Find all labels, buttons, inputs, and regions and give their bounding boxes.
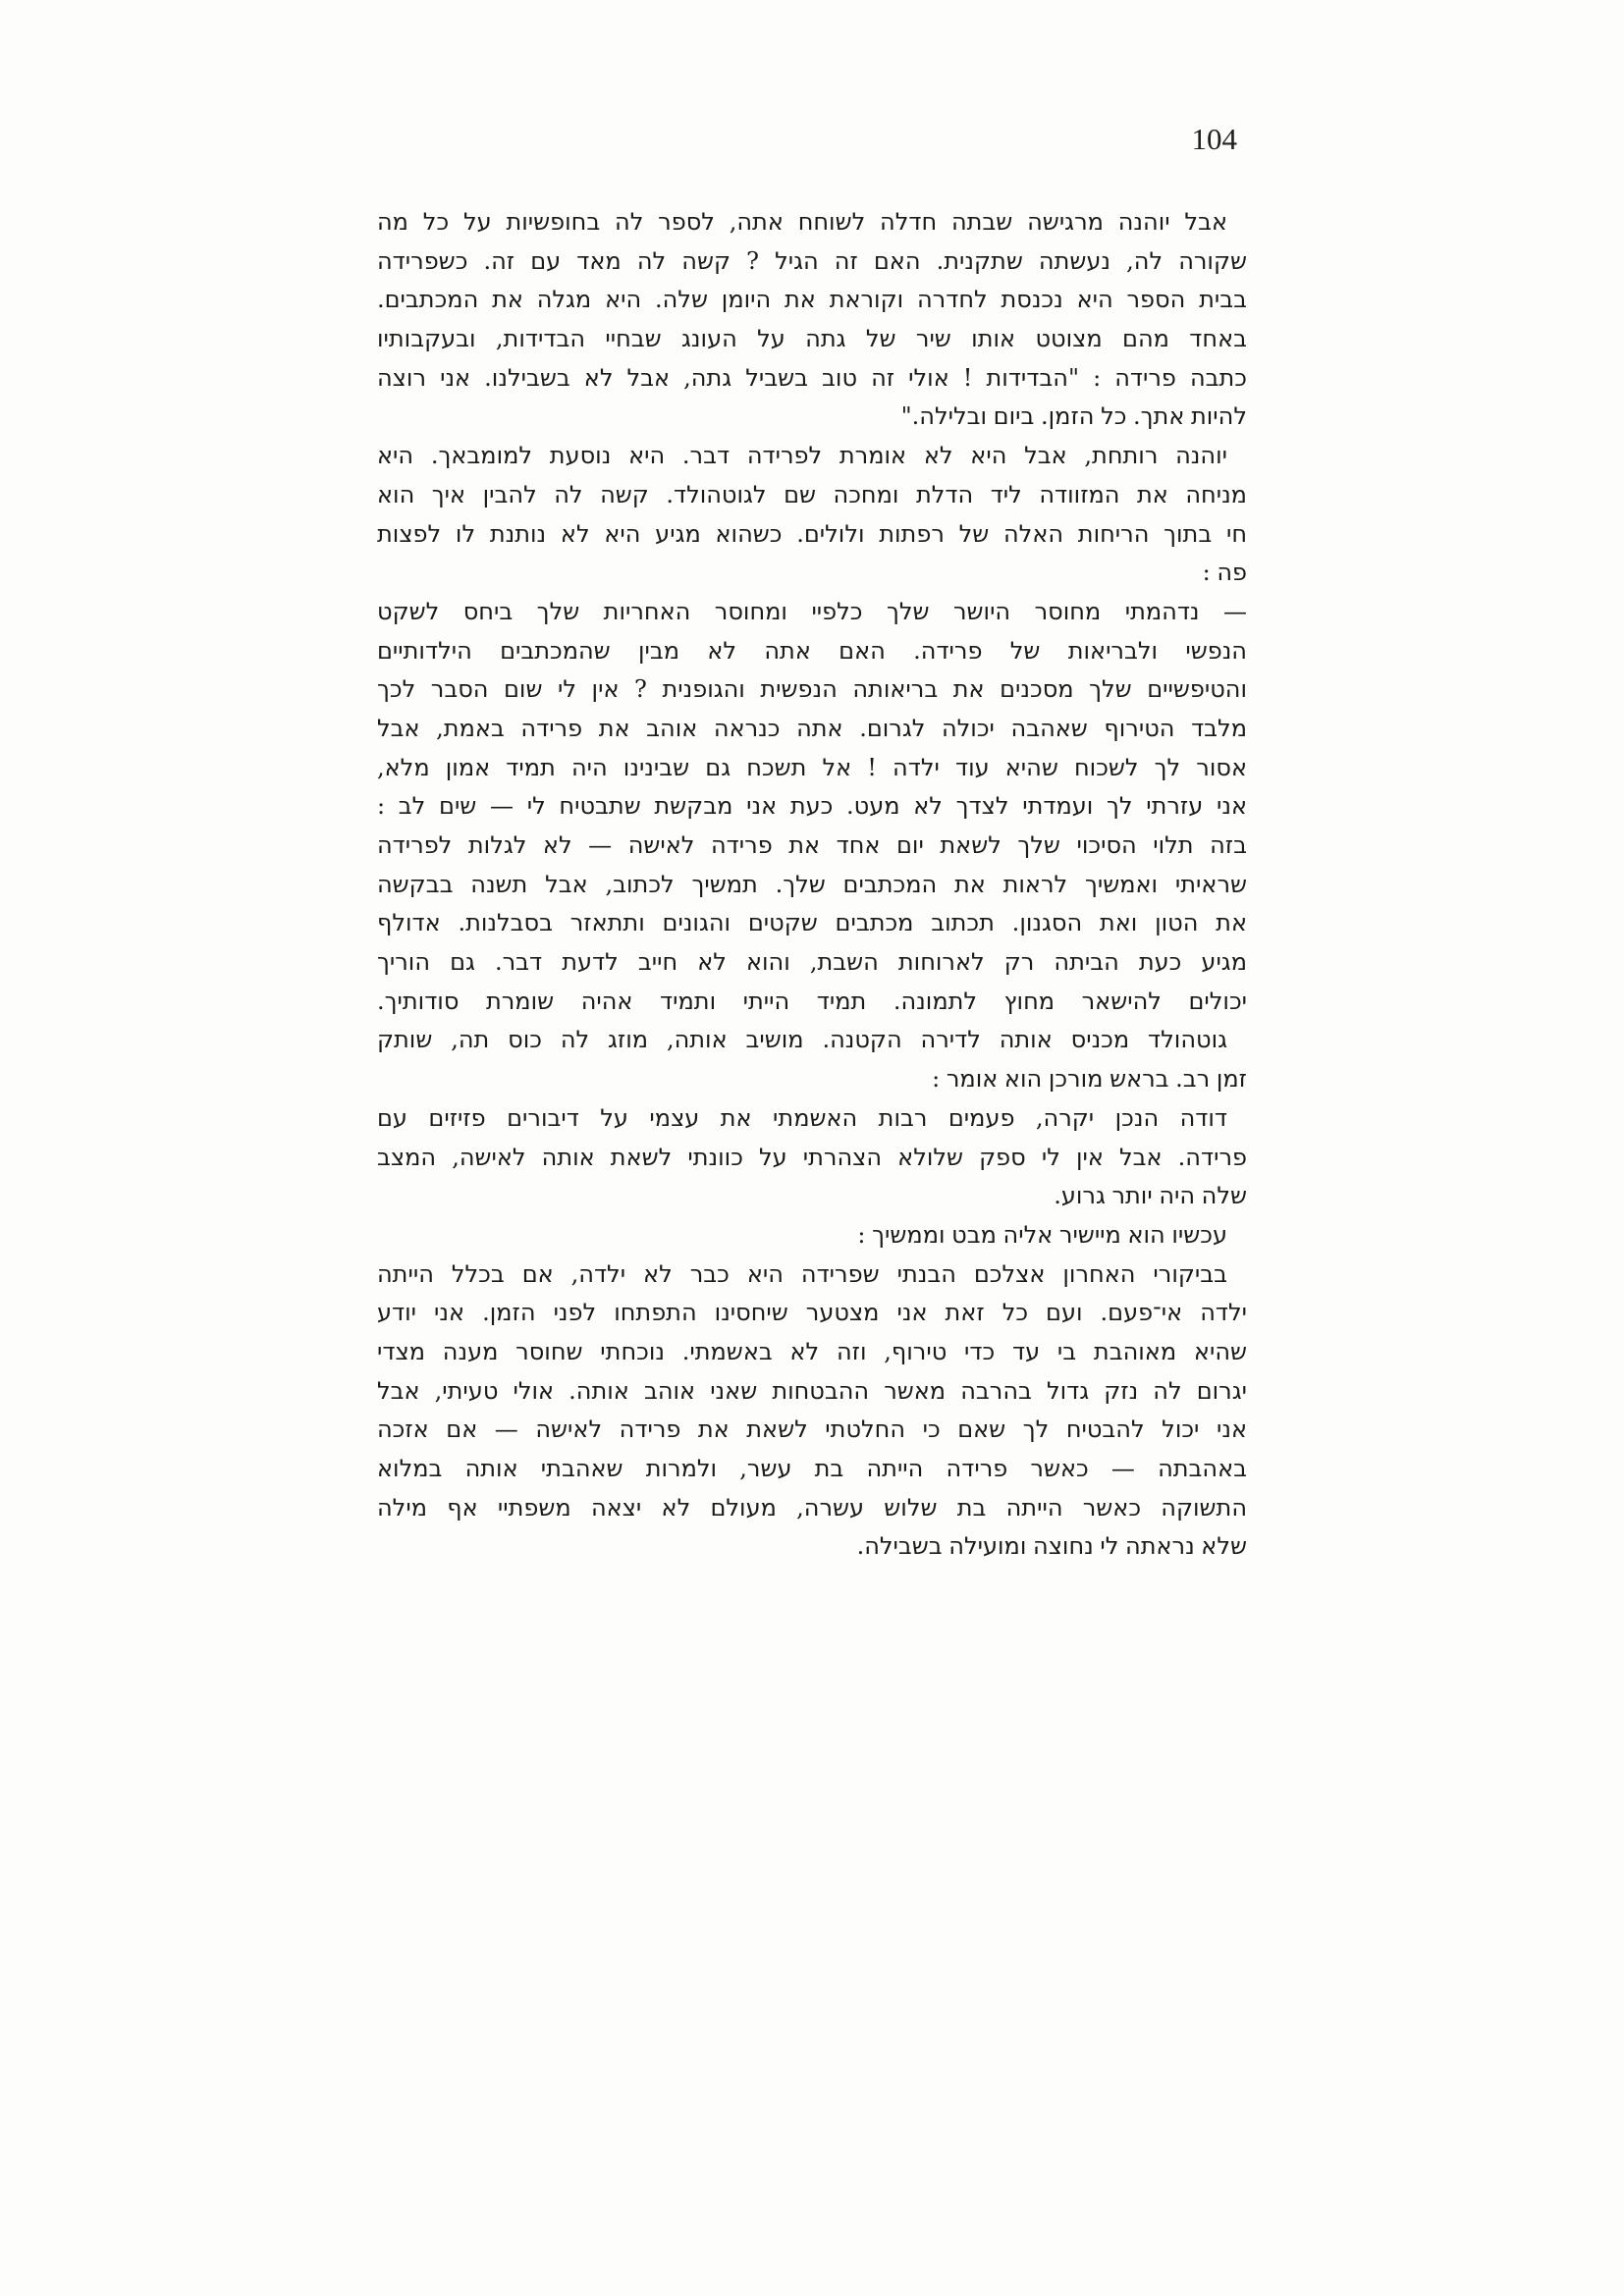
text-line: אני יכול להבטיח לך שאם כי החלטתי לשאת את פרידה לאישה — אם אזכה <box>377 1415 1247 1444</box>
text-line: והטיפשיים שלך מסכנים את בריאותה הנפשית והגופנית ? אין לי שום הסבר לכך <box>377 675 1247 704</box>
text-line: אסור לך לשכוח שהיא עוד ילדה ! אל תשכח גם שבינינו היה תמיד אמון מלא, <box>377 753 1247 781</box>
text-line: יכולים להישאר מחוץ לתמונה. תמיד הייתי ותמיד אהיה שומרת סודותיך. <box>377 987 1247 1015</box>
text-line: מלבד הטירוף שאהבה יכולה לגרום. אתה כנראה אוהב את פרידה באמת, אבל <box>377 714 1247 742</box>
text-line: פרידה. אבל אין לי ספק שלולא הצהרתי על כוונתי לשאת אותה לאישה, המצב <box>377 1143 1247 1171</box>
text-line: שלה היה יותר גרוע. <box>1054 1182 1247 1210</box>
text-line: עכשיו הוא מיישיר אליה מבט וממשיך : <box>857 1220 1227 1249</box>
text-line: ילדה אי־פעם. ועם כל זאת אני מצטער שיחסינו התפתחו לפני הזמן. אני יודע <box>377 1299 1247 1327</box>
text-line: זמן רב. בראש מורכן הוא אומר : <box>932 1065 1247 1094</box>
text-line: יוהנה רותחת, אבל היא לא אומרת לפרידה דבר. היא נוסעת למומבאך. היא <box>377 442 1227 470</box>
text-line: יגרום לה נזק גדול בהרבה מאשר ההבטחות שאני אוהב אותה. אולי טעיתי, אבל <box>377 1376 1247 1405</box>
text-line: שקורה לה, נעשתה שתקנית. האם זה הגיל ? קשה לה מאד עם זה. כשפרידה <box>377 246 1247 275</box>
text-line: להיות אתך. כל הזמן. ביום ובלילה." <box>900 402 1247 431</box>
paragraph <box>377 1255 1247 1568</box>
text-block <box>377 203 1247 1567</box>
paragraph <box>377 1099 1247 1216</box>
text-line: את הטון ואת הסגנון. תכתוב מכתבים שקטים והגונים ותתאזר בסבלנות. אדולף <box>377 909 1247 937</box>
page-number: 104 <box>1191 122 1237 156</box>
text-line: גוטהולד מכניס אותה לדירה הקטנה. מושיב אותה, מוזג לה כוס תה, שותק <box>377 1026 1228 1054</box>
text-line: בזה תלוי הסיכוי שלך לשאת יום אחד את פרידה לאישה — לא לגלות לפרידה <box>377 831 1247 859</box>
text-line: הנפשי ולבריאות של פרידה. האם אתה לא מבין שהמכתבים הילדותיים <box>377 636 1247 665</box>
text-line: מניחה את המזוודה ליד הדלת ומחכה שם לגוטהולד. קשה לה להבין איך הוא <box>377 480 1247 508</box>
text-line: דודה הנכן יקרה, פעמים רבות האשמתי את עצמי על דיבורים פזיזים עם <box>377 1103 1227 1132</box>
text-line: שלא נראתה לי נחוצה ומועילה בשבילה. <box>856 1532 1247 1561</box>
text-line: שהיא מאוהבת בי עד כדי טירוף, וזה לא באשמתי. נוכחתי שחוסר מענה מצדי <box>377 1337 1247 1365</box>
text-line: בבית הספר היא נכנסת לחדרה וקוראת את היומן שלה. היא מגלה את המכתבים. <box>377 286 1247 314</box>
text-line: בביקורי האחרון אצלכם הבנתי שפרידה היא כבר לא ילדה, אם בכלל הייתה <box>377 1259 1227 1288</box>
paragraph <box>377 1021 1247 1098</box>
text-line: באהבתה — כאשר פרידה הייתה בת עשר, ולמרות שאהבתי אותה במלוא <box>377 1455 1247 1482</box>
text-line: התשוקה כאשר הייתה בת שלוש עשרה, מעולם לא יצאה משפתיי אף מילה <box>377 1493 1247 1522</box>
text-line: כתבה פרידה : "הבדידות ! אולי זה טוב בשביל גתה, אבל לא בשבילנו. אני רוצה <box>377 363 1247 392</box>
text-line: פה : <box>1202 559 1247 587</box>
text-line: אבל יוהנה מרגישה שבתה חדלה לשוחח אתה, לספר לה בחופשיות על כל מה <box>377 208 1227 236</box>
text-line: שראיתי ואמשיך לראות את המכתבים שלך. תמשיך לכתוב, אבל תשנה בבקשה <box>377 870 1247 898</box>
paragraph <box>377 593 1247 1022</box>
paragraph <box>377 1216 1247 1255</box>
text-line: מגיע כעת הביתה רק לארוחות השבת, והוא לא חייב לדעת דבר. גם הוריך <box>377 948 1247 977</box>
text-line: אני עזרתי לך ועמדתי לצדך לא מעט. כעת אני מבקשת שתבטיח לי — שים לב : <box>377 792 1247 821</box>
text-line: חי בתוך הריחות האלה של רפתות ולולים. כשהוא מגיע היא לא נותנת לו לפצות <box>377 519 1247 548</box>
text-line: — נדהמתי מחוסר היושר שלך כלפיי ומחוסר האחריות שלך ביחס לשקט <box>377 597 1247 625</box>
text-line: באחד מהם מצוטט אותו שיר של גתה על העונג שבחיי הבדידות, ובעקבותיו <box>377 325 1247 353</box>
paragraph <box>377 437 1247 593</box>
paragraph <box>377 203 1247 437</box>
